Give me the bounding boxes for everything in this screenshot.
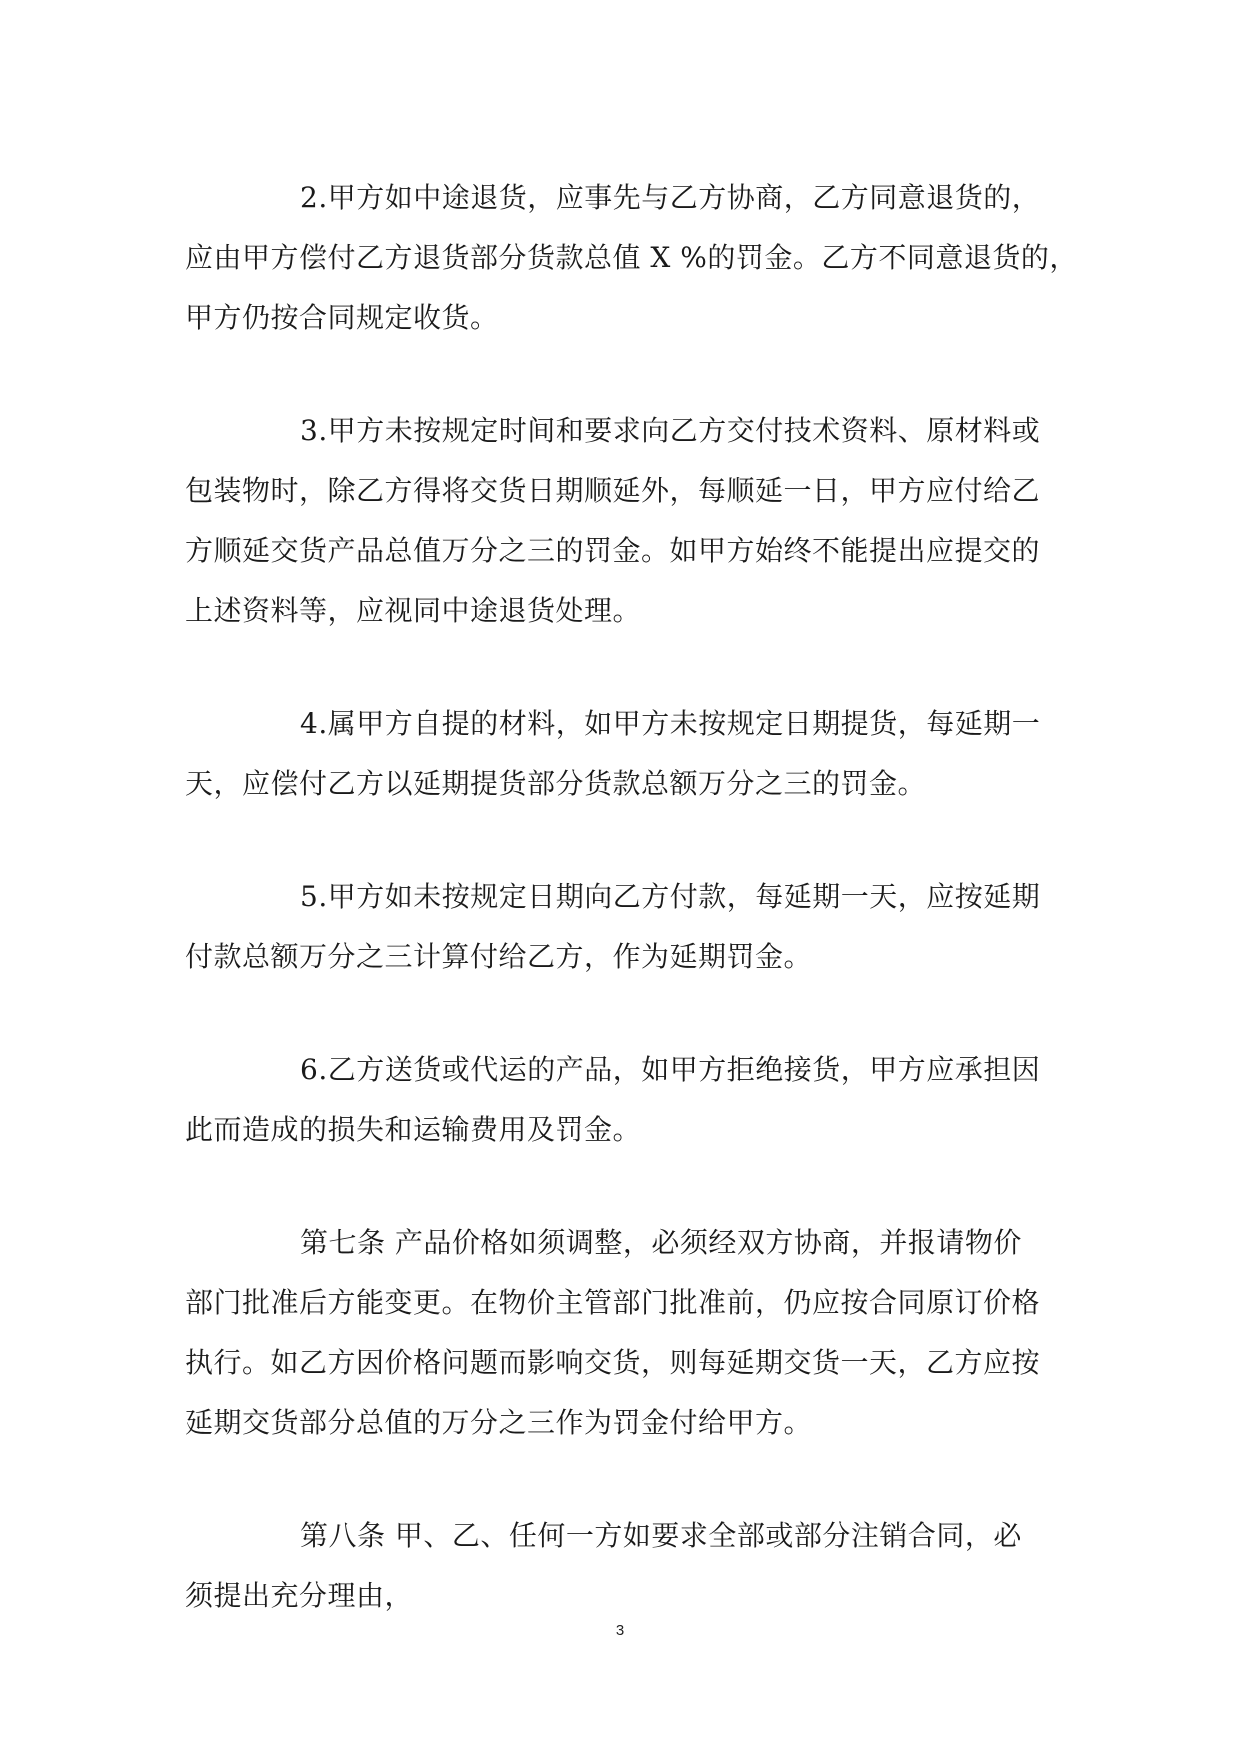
clause-paragraph-6 (185, 1040, 1055, 1160)
clause-paragraph-5 (185, 867, 1055, 987)
paragraph-line: 2.甲方如中途退货，应事先与乙方协商，乙方同意退货的， (300, 181, 1041, 214)
paragraph-line: 部门批准后方能变更。在物价主管部门批准前，仍应按合同原订价格 (185, 1286, 1041, 1319)
paragraph-line: 付款总额万分之三计算付给乙方，作为延期罚金。 (185, 940, 813, 973)
paragraph-line: 应由甲方偿付乙方退货部分货款总值 X %的罚金。乙方不同意退货的， (185, 241, 1078, 274)
document-body (185, 168, 1078, 1679)
paragraph-line: 执行。如乙方因价格问题而影响交货，则每延期交货一天，乙方应按 (185, 1346, 1041, 1379)
paragraph-line: 方顺延交货产品总值万分之三的罚金。如甲方始终不能提出应提交的 (185, 534, 1041, 567)
article-eight-paragraph (185, 1506, 1055, 1626)
paragraph-line: 6.乙方送货或代运的产品，如甲方拒绝接货，甲方应承担因 (300, 1053, 1041, 1086)
paragraph-line: 4.属甲方自提的材料，如甲方未按规定日期提货，每延期一 (300, 707, 1041, 740)
paragraph-line: 包装物时，除乙方得将交货日期顺延外，每顺延一日，甲方应付给乙 (185, 474, 1041, 507)
clause-paragraph-3 (185, 401, 1055, 641)
paragraph-line: 须提出充分理由， (185, 1579, 414, 1612)
page-number: 3 (615, 1622, 625, 1639)
paragraph-line: 5.甲方如未按规定日期向乙方付款，每延期一天，应按延期 (300, 880, 1041, 913)
clause-paragraph-4 (185, 694, 1055, 814)
paragraph-line: 3.甲方未按规定时间和要求向乙方交付技术资料、原材料或 (300, 414, 1041, 447)
article-seven-paragraph (185, 1213, 1055, 1453)
paragraph-line: 此而造成的损失和运输费用及罚金。 (185, 1113, 642, 1146)
paragraph-line: 第七条 产品价格如须调整，必须经双方协商，并报请物价 (300, 1226, 1022, 1259)
paragraph-line: 天，应偿付乙方以延期提货部分货款总额万分之三的罚金。 (185, 767, 927, 800)
paragraph-line: 延期交货部分总值的万分之三作为罚金付给甲方。 (185, 1406, 813, 1439)
paragraph-line: 甲方仍按合同规定收货。 (185, 301, 499, 334)
paragraph-line: 上述资料等，应视同中途退货处理。 (185, 594, 642, 627)
paragraph-line: 第八条 甲、乙、任何一方如要求全部或部分注销合同，必 (300, 1519, 1022, 1552)
clause-paragraph-2 (185, 168, 1078, 348)
